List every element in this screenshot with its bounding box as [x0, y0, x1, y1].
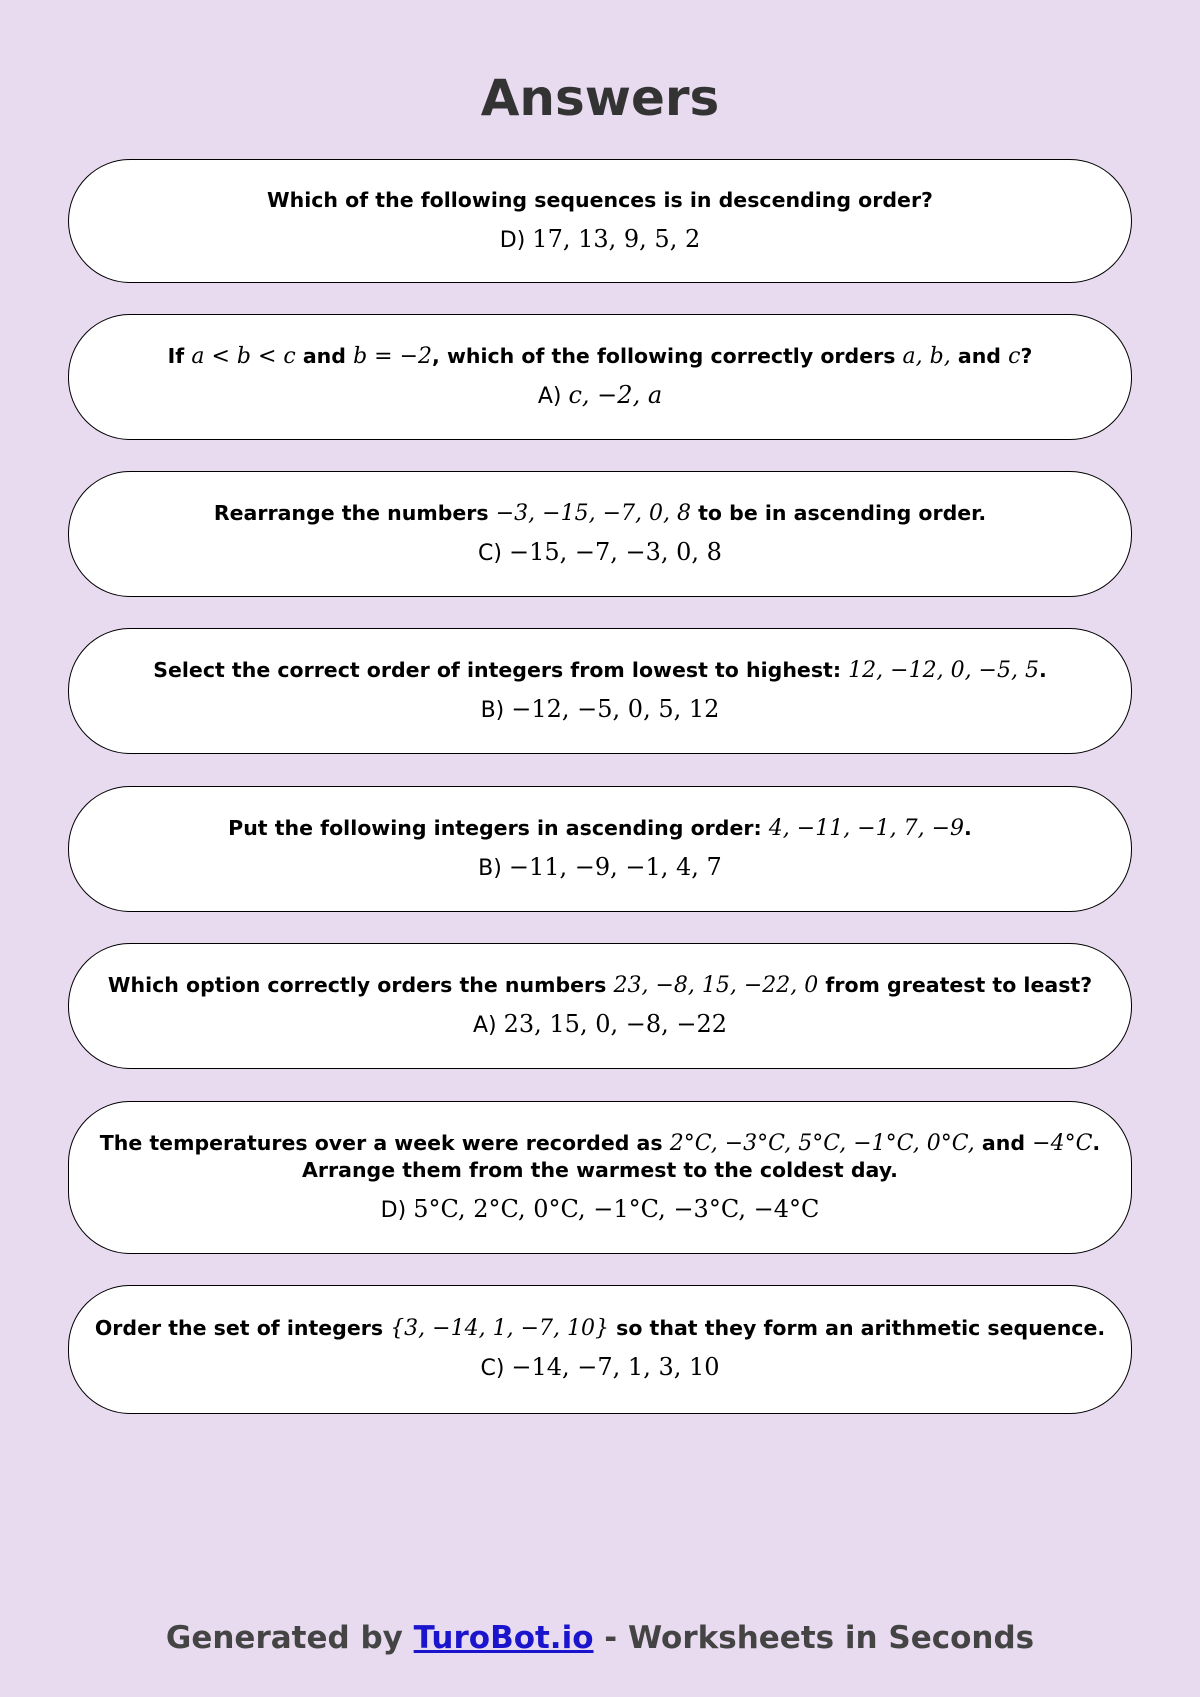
footer — [0, 1618, 1200, 1658]
question-fragment: Which of the following sequences is in descending order? — [267, 187, 933, 212]
answer-letter: B) — [480, 697, 512, 723]
question-text — [95, 1315, 1105, 1342]
answer-card-4 — [68, 628, 1132, 754]
answer-letter: B) — [478, 855, 509, 881]
math-expression: 4, −11, −1, 7, −9 — [768, 815, 965, 841]
answer-card-2 — [68, 314, 1132, 440]
footer-suffix: - Worksheets in Seconds — [593, 1620, 1035, 1656]
turobot-link[interactable]: TuroBot.io — [413, 1620, 594, 1656]
answer-letter: A) — [537, 383, 569, 409]
question-fragment: Put the following integers in ascending order: — [228, 815, 769, 840]
answer-line — [481, 694, 720, 726]
answer-line — [478, 852, 722, 884]
question-text — [153, 657, 1047, 684]
answer-letter: C) — [478, 540, 509, 566]
footer-prefix: Generated by — [165, 1620, 414, 1656]
answer-line — [478, 537, 722, 569]
math-expression: 2°C, −3°C, 5°C, −1°C, 0°C, — [669, 1130, 975, 1156]
answer-value: −15, −7, −3, 0, 8 — [508, 537, 722, 566]
answer-line — [500, 224, 700, 256]
answer-line — [473, 1009, 727, 1041]
question-fragment: ? — [1020, 343, 1033, 368]
question-text — [228, 815, 972, 842]
question-fragment: and — [974, 1130, 1033, 1155]
question-fragment: and — [295, 343, 354, 368]
answer-line — [480, 1352, 719, 1384]
math-expression: −4°C — [1032, 1130, 1093, 1156]
question-text — [214, 500, 986, 527]
question-fragment: so that they form an arithmetic sequence. — [608, 1316, 1106, 1340]
question-fragment: from greatest to least? — [818, 972, 1093, 997]
answer-card-8 — [68, 1285, 1132, 1414]
answer-letter: D) — [499, 227, 533, 253]
question-fragment: Rearrange the numbers — [213, 500, 496, 525]
page-title: Answers — [480, 69, 720, 127]
question-text — [91, 1130, 1109, 1184]
question-fragment: and — [950, 343, 1009, 368]
question-fragment: , which of the following correctly orders — [432, 343, 903, 368]
answer-value: −11, −9, −1, 4, 7 — [508, 852, 722, 881]
question-text — [267, 187, 933, 214]
question-fragment: Select the correct order of integers from lowest to highest: — [153, 657, 849, 682]
answer-card-7 — [68, 1101, 1132, 1254]
answer-value: −14, −7, 1, 3, 10 — [511, 1353, 720, 1381]
answer-letter: C) — [480, 1356, 512, 1381]
answer-letter: D) — [380, 1197, 414, 1223]
answer-card-3 — [68, 471, 1132, 597]
answer-value: 23, 15, 0, −8, −22 — [503, 1009, 728, 1038]
answer-letter: A) — [472, 1012, 504, 1038]
answer-value: −12, −5, 0, 5, 12 — [511, 694, 720, 723]
question-fragment: . — [1038, 657, 1047, 682]
answer-card-6 — [68, 943, 1132, 1069]
answer-value: c, −2, a — [568, 380, 663, 409]
math-expression: a, b, — [902, 343, 951, 369]
math-expression: 23, −8, 15, −22, 0 — [613, 972, 819, 998]
question-fragment: The temperatures over a week were recorded as — [99, 1130, 670, 1155]
math-expression: −3, −15, −7, 0, 8 — [495, 500, 691, 526]
answer-value: 5°C, 2°C, 0°C, −1°C, −3°C, −4°C — [413, 1194, 820, 1223]
answer-line — [381, 1194, 820, 1226]
answer-card-1 — [68, 159, 1132, 283]
answer-line — [538, 380, 662, 412]
math-expression: {3, −14, 1, −7, 10} — [390, 1316, 609, 1341]
question-text — [168, 343, 1033, 370]
question-fragment: Which option correctly orders the numbers — [107, 972, 614, 997]
math-expression: 12, −12, 0, −5, 5 — [848, 657, 1039, 683]
question-fragment: . — [964, 815, 972, 840]
answer-value: 17, 13, 9, 5, 2 — [532, 224, 701, 253]
question-fragment: . Arrange them from the warmest to the coldest day. — [302, 1130, 1101, 1182]
math-expression: c — [1008, 343, 1021, 369]
math-expression: b = −2 — [353, 343, 433, 369]
question-fragment: Order the set of integers — [94, 1316, 391, 1340]
question-text — [108, 972, 1092, 999]
question-fragment: If — [167, 343, 192, 368]
math-expression: a < b < c — [191, 343, 296, 369]
answer-card-5 — [68, 786, 1132, 912]
question-fragment: to be in ascending order. — [690, 500, 987, 525]
